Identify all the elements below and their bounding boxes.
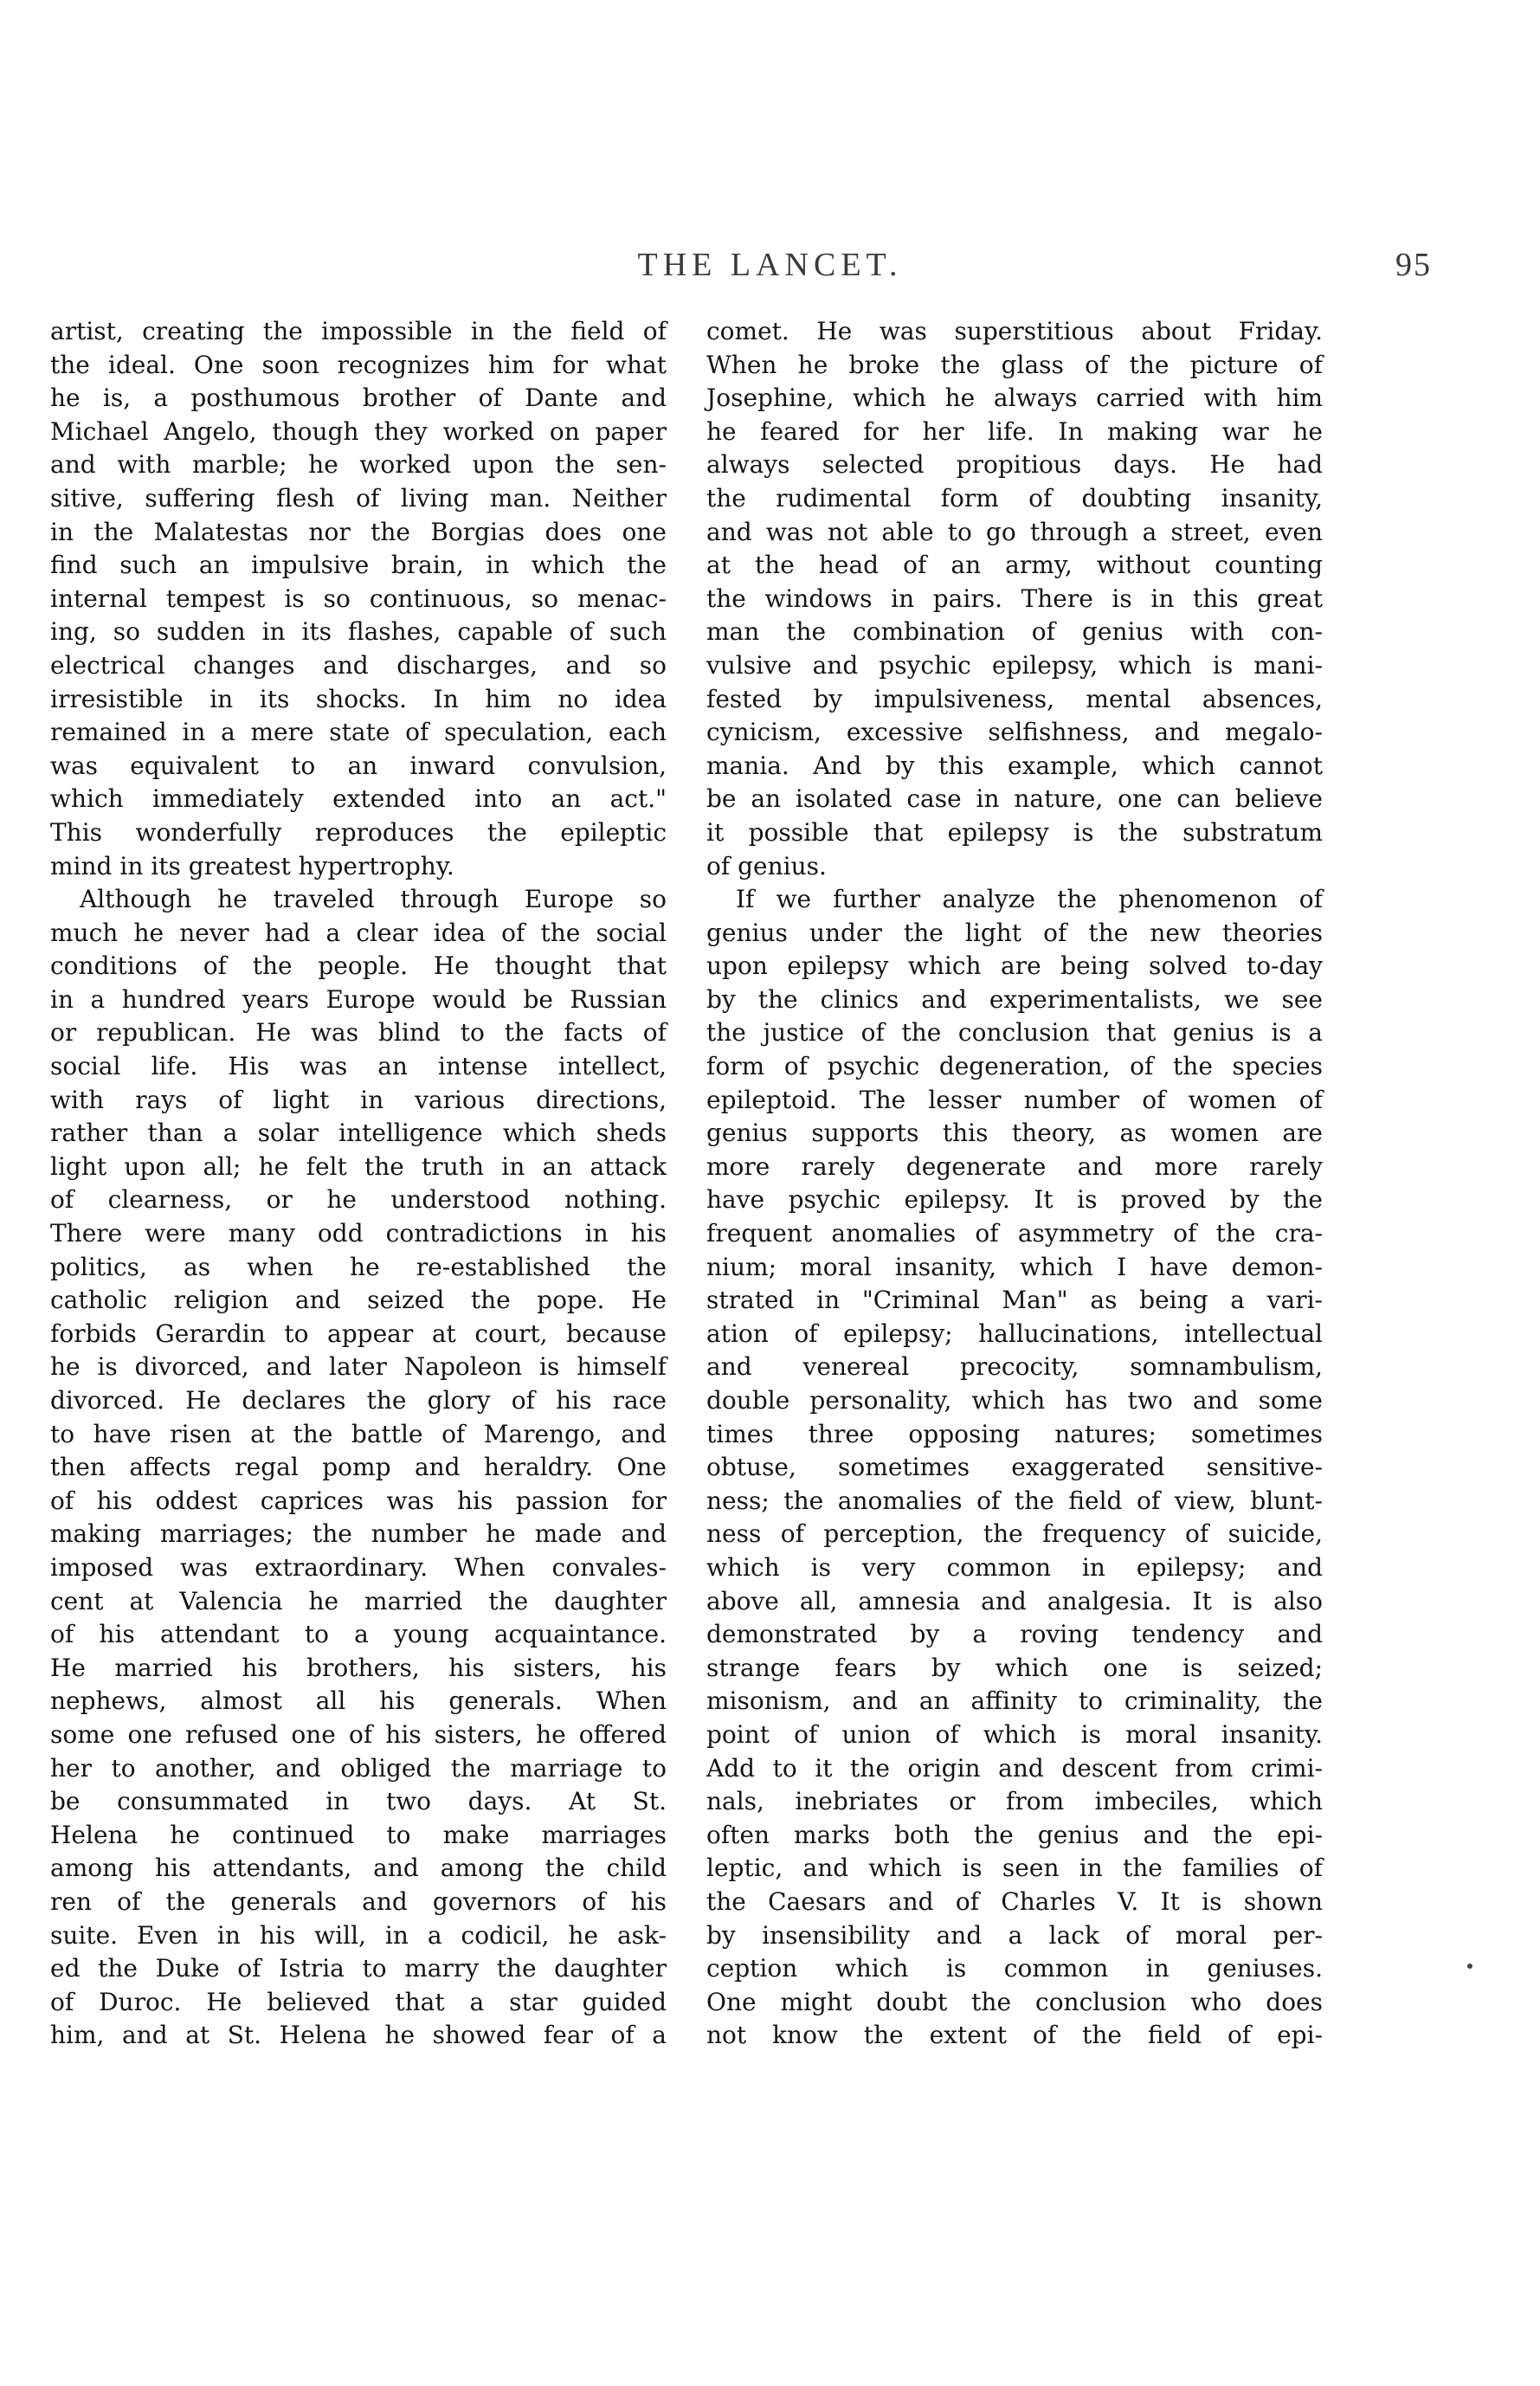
- text-line: it possible that epilepsy is the substratum: [706, 817, 1323, 847]
- text-line: much he never had a clear idea of the social: [50, 918, 667, 947]
- text-line: and with marble; he worked upon the sen-: [50, 450, 667, 480]
- text-line: be consummated in two days. At St.: [50, 1787, 667, 1816]
- text-line: often marks both the genius and the epi-: [706, 1820, 1323, 1849]
- text-line: internal tempest is so continuous, so menac-: [50, 584, 667, 613]
- text-line: forbids Gerardin to appear at court, because: [50, 1319, 667, 1348]
- text-line: point of union of which is moral insanity.: [706, 1719, 1323, 1749]
- text-line: fested by impulsiveness, mental absences,: [706, 684, 1323, 713]
- text-line: sitive, suffering flesh of living man. Neither: [50, 483, 667, 513]
- text-line: catholic religion and seized the pope. He: [50, 1286, 667, 1315]
- left-column: [50, 315, 667, 2053]
- text-line: remained in a mere state of speculation, each: [50, 718, 667, 747]
- text-line: ception which is common in geniuses.: [706, 1954, 1323, 1983]
- text-line: to have risen at the battle of Marengo, and: [50, 1419, 667, 1448]
- text-line: epileptoid. The lesser number of women of: [706, 1085, 1323, 1114]
- text-line: and venereal precocity, somnambulism,: [706, 1352, 1323, 1382]
- text-line: above all, amnesia and analgesia. It is also: [706, 1586, 1323, 1615]
- text-line: upon epilepsy which are being solved to-day: [706, 951, 1323, 981]
- text-line: the windows in pairs. There is in this great: [706, 584, 1323, 613]
- text-line: demonstrated by a roving tendency and: [706, 1620, 1323, 1649]
- text-line: of Duroc. He believed that a star guided: [50, 1987, 667, 2016]
- text-line: strated in "Criminal Man" as being a vari-: [706, 1286, 1323, 1315]
- text-line: he feared for her life. In making war he: [706, 416, 1323, 446]
- text-line: of genius.: [706, 851, 827, 880]
- text-line: conditions of the people. He thought that: [50, 951, 667, 981]
- text-line: politics, as when he re-established the: [50, 1252, 667, 1281]
- text-line: some one refused one of his sisters, he offered: [50, 1719, 667, 1749]
- text-line: nals, inebriates or from imbeciles, which: [706, 1787, 1323, 1816]
- text-line: He married his brothers, his sisters, his: [50, 1653, 667, 1682]
- text-line: If we further analyze the phenomenon of: [736, 885, 1323, 914]
- text-line: Add to it the origin and descent from crimi-: [706, 1753, 1323, 1783]
- text-line: by the clinics and experimentalists, we see: [706, 984, 1323, 1014]
- text-line: man the combination of genius with con-: [706, 617, 1323, 647]
- text-line: ren of the generals and governors of his: [50, 1886, 667, 1916]
- text-line: strange fears by which one is seized;: [706, 1653, 1323, 1682]
- text-line: of his oddest caprices was his passion for: [50, 1486, 667, 1515]
- text-line: her to another, and obliged the marriage to: [50, 1753, 667, 1783]
- text-line: light upon all; he felt the truth in an attack: [50, 1151, 667, 1181]
- text-line: nium; moral insanity, which I have demon-: [706, 1252, 1323, 1281]
- text-line: by insensibility and a lack of moral per-: [706, 1920, 1323, 1950]
- text-line: the justice of the conclusion that genius is a: [706, 1018, 1323, 1048]
- text-line: him, and at St. Helena he showed fear of a: [50, 2021, 667, 2050]
- text-line: the rudimental form of doubting insanity,: [706, 483, 1323, 513]
- text-line: misonism, and an affinity to criminality, the: [706, 1686, 1323, 1716]
- text-line: suite. Even in his will, in a codicil, he ask-: [50, 1920, 667, 1950]
- text-line: mania. And by this example, which cannot: [706, 751, 1323, 780]
- text-line: comet. He was superstitious about Friday.: [706, 317, 1323, 345]
- text-line: he is divorced, and later Napoleon is himself: [50, 1352, 667, 1382]
- text-line: at the head of an army, without counting: [706, 551, 1323, 580]
- text-line: One might doubt the conclusion who does: [706, 1987, 1323, 2016]
- text-line: of clearness, or he understood nothing.: [50, 1185, 667, 1215]
- text-line: making marriages; the number he made and: [50, 1519, 667, 1549]
- text-line: ing, so sudden in its flashes, capable of such: [50, 617, 667, 647]
- text-line: then affects regal pomp and heraldry. One: [50, 1453, 667, 1482]
- text-line: This wonderfully reproduces the epileptic: [50, 817, 667, 847]
- text-line: which is very common in epilepsy; and: [706, 1552, 1323, 1582]
- text-line: in a hundred years Europe would be Russian: [50, 984, 667, 1014]
- text-line: divorced. He declares the glory of his race: [50, 1386, 667, 1415]
- page-number: 95: [1395, 247, 1432, 283]
- text-line: electrical changes and discharges, and so: [50, 650, 667, 680]
- text-line: leptic, and which is seen in the families of: [706, 1854, 1323, 1883]
- text-line: vulsive and psychic epilepsy, which is mani-: [706, 650, 1323, 680]
- text-line: have psychic epilepsy. It is proved by the: [706, 1185, 1323, 1215]
- text-line: ness; the anomalies of the field of view, blunt-: [706, 1486, 1323, 1515]
- text-line: was equivalent to an inward convulsion,: [50, 751, 667, 780]
- text-line: or republican. He was blind to the facts of: [50, 1018, 667, 1048]
- text-line: times three opposing natures; sometimes: [706, 1419, 1323, 1448]
- text-line: rather than a solar intelligence which sheds: [50, 1119, 667, 1148]
- text-line: double personality, which has two and some: [706, 1386, 1323, 1415]
- text-line: among his attendants, and among the child: [50, 1854, 667, 1883]
- text-line: ness of perception, the frequency of suicide,: [706, 1519, 1323, 1549]
- text-line: which immediately extended into an act.": [50, 784, 667, 814]
- text-line: cynicism, excessive selfishness, and megalo-: [706, 718, 1323, 747]
- text-line: form of psychic degeneration, of the species: [706, 1052, 1323, 1081]
- text-line: Although he traveled through Europe so: [80, 885, 667, 914]
- text-line: nephews, almost all his generals. When: [50, 1686, 667, 1716]
- text-line: the ideal. One soon recognizes him for what: [50, 350, 667, 379]
- text-line: not know the extent of the field of epi-: [706, 2021, 1323, 2050]
- text-line: irresistible in its shocks. In him no idea: [50, 684, 667, 713]
- text-line: in the Malatestas nor the Borgias does one: [50, 517, 667, 546]
- text-line: imposed was extraordinary. When convales-: [50, 1552, 667, 1582]
- text-line: he is, a posthumous brother of Dante and: [50, 384, 667, 413]
- text-line: When he broke the glass of the picture of: [706, 350, 1323, 379]
- text-line: There were many odd contradictions in his: [50, 1219, 667, 1248]
- text-line: obtuse, sometimes exaggerated sensitive-: [706, 1453, 1323, 1482]
- page-title: THE LANCET.: [637, 247, 903, 283]
- print-speck: [1467, 1964, 1472, 1969]
- text-line: ed the Duke of Istria to marry the daughter: [50, 1954, 667, 1983]
- text-line: find such an impulsive brain, in which the: [50, 551, 667, 580]
- text-line: Helena he continued to make marriages: [50, 1820, 667, 1849]
- text-line: artist, creating the impossible in the field of: [50, 317, 667, 345]
- text-line: cent at Valencia he married the daughter: [50, 1586, 667, 1615]
- text-line: mind in its greatest hypertrophy.: [50, 851, 454, 880]
- text-line: frequent anomalies of asymmetry of the cra-: [706, 1219, 1323, 1248]
- text-line: more rarely degenerate and more rarely: [706, 1151, 1323, 1181]
- text-line: ation of epilepsy; hallucinations, intellectual: [706, 1319, 1323, 1348]
- text-line: the Caesars and of Charles V. It is shown: [706, 1886, 1323, 1916]
- text-line: genius under the light of the new theories: [706, 918, 1323, 947]
- text-line: be an isolated case in nature, one can believe: [706, 784, 1323, 814]
- text-line: social life. His was an intense intellect,: [50, 1052, 667, 1081]
- text-line: with rays of light in various directions,: [50, 1085, 667, 1114]
- text-line: always selected propitious days. He had: [706, 450, 1323, 480]
- text-line: Josephine, which he always carried with him: [706, 384, 1323, 413]
- text-line: genius supports this theory, as women are: [706, 1119, 1323, 1148]
- text-line: and was not able to go through a street, even: [706, 517, 1323, 546]
- text-line: of his attendant to a young acquaintance.: [50, 1620, 667, 1649]
- right-column: [706, 315, 1323, 2053]
- text-line: Michael Angelo, though they worked on paper: [50, 416, 667, 446]
